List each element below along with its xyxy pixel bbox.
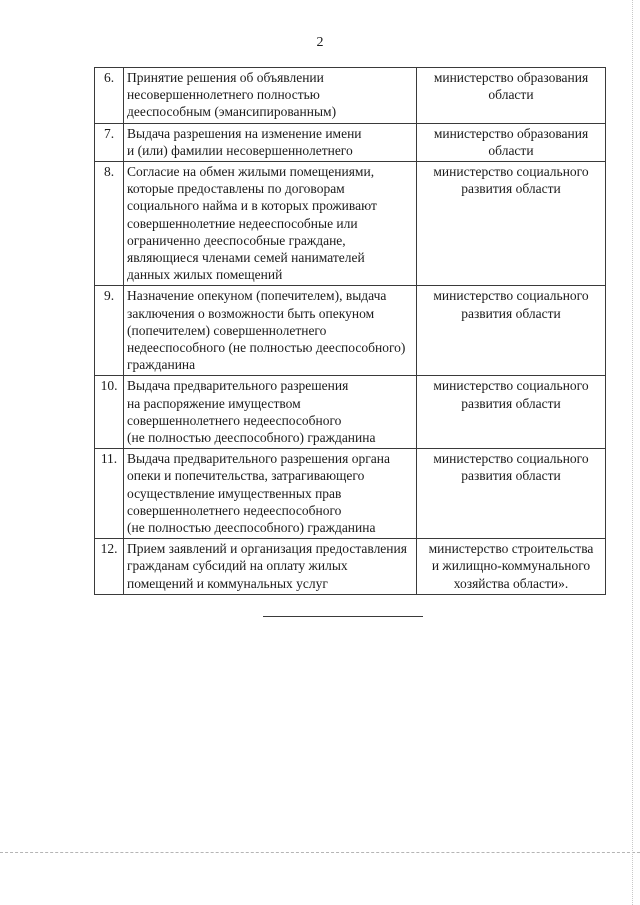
description-line: социального найма и в которых проживают: [127, 198, 377, 214]
description-line: дееспособным (эмансипированным): [127, 104, 337, 120]
table-row: [95, 449, 606, 539]
table-row: [95, 123, 606, 161]
description-line: Выдача разрешения на изменение имени: [127, 125, 362, 141]
responsible-ministry: [417, 123, 606, 161]
scan-artifact-line: [0, 852, 640, 853]
table-row: [95, 162, 606, 286]
description-line: помещений и коммунальных услуг: [127, 575, 328, 591]
description-line: осуществление имущественных прав: [127, 485, 342, 501]
ministry-line: министерство социального: [433, 288, 589, 304]
row-number: 9.: [95, 286, 124, 376]
description-line: опеки и попечительства, затрагивающего: [127, 468, 365, 484]
ministry-line: министерство социального: [433, 451, 589, 467]
ministry-line: области: [488, 87, 534, 103]
description-line: на распоряжение имуществом: [127, 395, 301, 411]
row-number: 8.: [95, 162, 124, 286]
ministry-line: министерство социального: [433, 164, 589, 180]
responsible-ministry: [417, 162, 606, 286]
description-line: которые предоставлены по договорам: [127, 181, 345, 197]
row-number: 12.: [95, 539, 124, 595]
ministry-line: хозяйства области».: [453, 575, 569, 591]
description-line: Прием заявлений и организация предоставления: [127, 541, 407, 557]
description-line: Выдача предварительного разрешения: [127, 378, 349, 394]
ministry-line: развития области: [461, 395, 561, 411]
responsible-ministry: [417, 449, 606, 539]
table-row: [95, 539, 606, 595]
ministry-line: министерство строительства: [428, 541, 594, 557]
description-line: ограниченно дееспособные граждане,: [127, 232, 346, 248]
row-number: 10.: [95, 376, 124, 449]
table-row: [95, 376, 606, 449]
description-line: совершеннолетнего недееспособного: [127, 412, 342, 428]
row-number: 7.: [95, 123, 124, 161]
authority-description: [124, 68, 417, 124]
ministry-line: развития области: [461, 181, 561, 197]
description-line: Назначение опекуном (попечителем), выдача: [127, 288, 387, 304]
ministry-line: развития области: [461, 305, 561, 321]
ministry-line: министерство образования: [433, 125, 589, 141]
authority-description: [124, 123, 417, 161]
scan-artifact-edge: [632, 0, 633, 905]
description-line: совершеннолетнего недееспособного: [127, 502, 342, 518]
description-line: данных жилых помещений: [127, 267, 283, 283]
description-line: Принятие решения об объявлении: [127, 70, 324, 85]
authority-table-body: [95, 68, 606, 595]
description-line: гражданам субсидий на оплату жилых: [127, 558, 348, 574]
table-row: [95, 286, 606, 376]
row-number: 11.: [95, 449, 124, 539]
description-line: и (или) фамилии несовершеннолетнего: [127, 142, 353, 158]
description-line: гражданина: [127, 357, 196, 373]
row-number: 6.: [95, 68, 124, 124]
responsible-ministry: [417, 286, 606, 376]
ministry-line: развития области: [461, 468, 561, 484]
description-line: (попечителем) совершеннолетнего: [127, 322, 327, 338]
description-line: недееспособного (не полностью дееспособного): [127, 340, 406, 356]
description-line: Выдача предварительного разрешения органа: [127, 451, 390, 467]
authority-description: [124, 449, 417, 539]
description-line: заключения о возможности быть опекуном: [127, 305, 375, 321]
ministry-line: министерство социального: [433, 378, 589, 394]
page-number: 2: [316, 35, 324, 50]
description-line: Согласие на обмен жилыми помещениями,: [127, 164, 375, 180]
description-line: несовершеннолетнего полностью: [127, 87, 320, 103]
description-line: являющиеся членами семей нанимателей: [127, 250, 365, 266]
end-divider-line: [263, 616, 423, 617]
authority-description: [124, 376, 417, 449]
authority-description: [124, 539, 417, 595]
ministry-line: министерство образования: [433, 70, 589, 85]
description-line: совершеннолетние недееспособные или: [127, 215, 358, 231]
ministry-line: и жилищно-коммунального: [431, 558, 591, 574]
description-line: (не полностью дееспособного) гражданина: [127, 520, 376, 536]
responsible-ministry: [417, 68, 606, 124]
responsible-ministry: [417, 539, 606, 595]
responsible-ministry: [417, 376, 606, 449]
authority-table-container: [94, 67, 606, 595]
authority-table: [94, 67, 606, 595]
authority-description: [124, 286, 417, 376]
table-row: [95, 68, 606, 124]
authority-description: [124, 162, 417, 286]
description-line: (не полностью дееспособного) гражданина: [127, 430, 376, 446]
ministry-line: области: [488, 142, 534, 158]
